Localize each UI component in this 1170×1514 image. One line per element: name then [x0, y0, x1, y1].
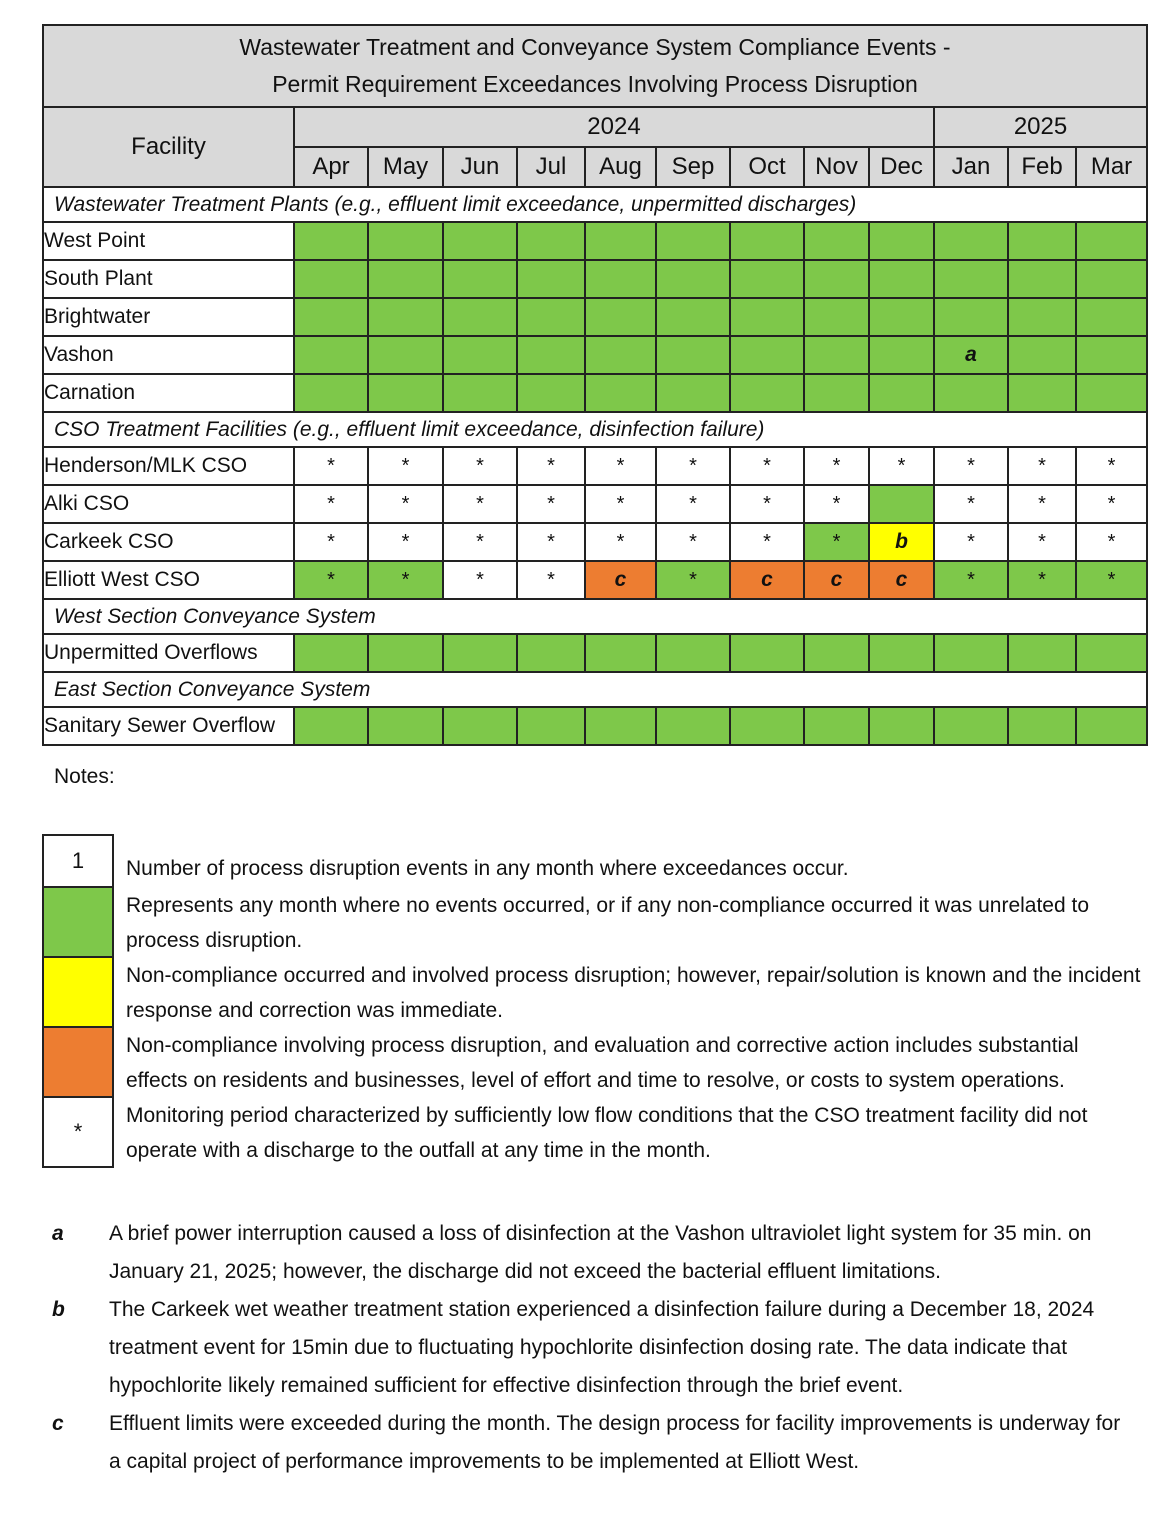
- status-cell: [443, 374, 517, 412]
- legend-text: Non-compliance occurred and involved process disruption; however, repair/solution is known and the incident response and correction was immediate.: [126, 964, 1141, 1022]
- status-cell: [1076, 222, 1147, 260]
- asterisk-marker: *: [689, 530, 697, 553]
- status-cell: [585, 222, 656, 260]
- status-cell: [1008, 374, 1076, 412]
- status-cell: [656, 447, 730, 485]
- status-cell: [934, 298, 1008, 336]
- status-cell: [294, 298, 368, 336]
- status-cell: [656, 298, 730, 336]
- status-cell: [934, 447, 1008, 485]
- legend-item: [42, 1028, 1142, 1098]
- footnote-key: c: [52, 1412, 64, 1435]
- status-cell: [368, 336, 443, 374]
- asterisk-marker: *: [1038, 530, 1046, 553]
- legend-item: [42, 958, 1142, 1028]
- footnote: [52, 1215, 1132, 1291]
- asterisk-marker: *: [763, 530, 771, 553]
- status-cell: [656, 336, 730, 374]
- section-label: East Section Conveyance System: [43, 672, 1147, 707]
- asterisk-marker: *: [327, 454, 335, 477]
- status-cell: [1008, 298, 1076, 336]
- asterisk-marker: *: [327, 492, 335, 515]
- status-cell: [869, 447, 934, 485]
- status-cell: [517, 298, 585, 336]
- status-cell: [869, 222, 934, 260]
- month-header-dec: Dec: [869, 147, 934, 187]
- asterisk-marker: *: [967, 568, 975, 591]
- section-label: West Section Conveyance System: [43, 599, 1147, 634]
- status-cell: [730, 523, 804, 561]
- asterisk-marker: *: [1107, 454, 1116, 477]
- facility-row: [43, 260, 1147, 298]
- status-cell: [1076, 447, 1147, 485]
- footnote-key: a: [52, 1222, 64, 1245]
- status-cell: [585, 485, 656, 523]
- status-cell: [443, 298, 517, 336]
- month-header-may: May: [368, 147, 443, 187]
- status-cell: [934, 707, 1008, 745]
- status-cell: [517, 260, 585, 298]
- status-cell: [517, 447, 585, 485]
- asterisk-marker: *: [967, 530, 975, 553]
- status-cell: [804, 374, 869, 412]
- status-cell: [1076, 561, 1147, 599]
- asterisk-marker: *: [763, 492, 771, 515]
- status-cell: [1076, 336, 1147, 374]
- status-cell: [294, 447, 368, 485]
- asterisk-marker: *: [689, 492, 697, 515]
- footnote-text: A brief power interruption caused a loss of disinfection at the Vashon ultraviolet light system for 35 min. on January 21, 2025; however, the discharge did not exceed the bacterial effluent limitations.: [109, 1222, 1092, 1283]
- asterisk-marker: *: [1038, 454, 1046, 477]
- status-cell: [517, 707, 585, 745]
- status-cell: [294, 260, 368, 298]
- status-cell: [517, 222, 585, 260]
- section-row: [43, 672, 1147, 707]
- status-cell: [1008, 485, 1076, 523]
- facility-header: Facility: [43, 107, 294, 187]
- asterisk-marker: *: [832, 530, 841, 553]
- table-title: [43, 25, 1147, 107]
- facility-row: [43, 523, 1147, 561]
- status-cell: [585, 707, 656, 745]
- status-cell: [368, 447, 443, 485]
- status-cell: [517, 561, 585, 599]
- facility-row: [43, 374, 1147, 412]
- status-cell: [934, 634, 1008, 672]
- asterisk-marker: *: [616, 454, 625, 477]
- status-cell: [934, 222, 1008, 260]
- footnote-text: The Carkeek wet weather treatment station experienced a disinfection failure during a December 18, 2024 treatment event for 15min due to fluctuating hypochlorite disinfection dosing rate. The data indicate that hypochlorite likely remained sufficient for effective disinfection through the brief event.: [109, 1298, 1095, 1397]
- month-header-sep: Sep: [656, 147, 730, 187]
- status-cell: [730, 222, 804, 260]
- legend-swatch: [42, 1096, 114, 1168]
- status-cell: [294, 707, 368, 745]
- legend-item: [42, 1098, 1142, 1168]
- footnote: [52, 1291, 1132, 1405]
- title-line-1: Wastewater Treatment and Conveyance System Compliance Events -: [239, 34, 951, 60]
- facility-name: West Point: [43, 222, 294, 260]
- status-cell: [869, 523, 934, 561]
- asterisk-marker: *: [476, 454, 484, 477]
- status-cell: [804, 561, 869, 599]
- asterisk-marker: *: [967, 492, 975, 515]
- asterisk-marker: *: [401, 568, 410, 591]
- month-header-aug: Aug: [585, 147, 656, 187]
- month-header-jun: Jun: [443, 147, 517, 187]
- legend-swatch: [42, 834, 114, 888]
- footnote-marker: c: [614, 568, 627, 591]
- status-cell: [656, 523, 730, 561]
- status-cell: [368, 298, 443, 336]
- status-cell: [656, 222, 730, 260]
- status-cell: [1076, 298, 1147, 336]
- footnote-marker: c: [895, 568, 908, 591]
- status-cell: [934, 336, 1008, 374]
- status-cell: [730, 374, 804, 412]
- status-cell: [869, 298, 934, 336]
- asterisk-marker: *: [1038, 492, 1046, 515]
- status-cell: [656, 260, 730, 298]
- status-cell: [804, 485, 869, 523]
- status-cell: [804, 336, 869, 374]
- asterisk-marker: *: [476, 530, 484, 553]
- table-body: [43, 187, 1147, 745]
- asterisk-marker: *: [967, 454, 975, 477]
- status-cell: [585, 374, 656, 412]
- status-cell: [869, 707, 934, 745]
- compliance-table: [42, 24, 1148, 746]
- asterisk-marker: *: [616, 530, 625, 553]
- status-cell: [443, 707, 517, 745]
- year-2025-header: 2025: [934, 107, 1147, 147]
- asterisk-marker: *: [616, 492, 625, 515]
- status-cell: [1076, 523, 1147, 561]
- footnote-text: Effluent limits were exceeded during the month. The design process for facility improvements is underway for a capital project of performance improvements to be implemented at Elliott West.: [109, 1412, 1121, 1473]
- status-cell: [517, 374, 585, 412]
- facility-name: South Plant: [43, 260, 294, 298]
- facility-name: Carkeek CSO: [43, 523, 294, 561]
- legend-swatch: [42, 956, 114, 1028]
- footnotes: [52, 1215, 1132, 1481]
- legend-text: Monitoring period characterized by sufficiently low flow conditions that the CSO treatment facility did not operate with a discharge to the outfall at any time in the month.: [126, 1104, 1088, 1162]
- month-header-apr: Apr: [294, 147, 368, 187]
- asterisk-marker: *: [547, 492, 555, 515]
- status-cell: [869, 336, 934, 374]
- status-cell: [934, 374, 1008, 412]
- status-cell: [517, 485, 585, 523]
- asterisk-marker: *: [327, 568, 335, 591]
- asterisk-marker: *: [401, 530, 410, 553]
- status-cell: [804, 222, 869, 260]
- status-cell: [585, 523, 656, 561]
- status-cell: [730, 298, 804, 336]
- status-cell: [1076, 634, 1147, 672]
- status-cell: [517, 634, 585, 672]
- asterisk-marker: *: [1107, 568, 1116, 591]
- legend-item: [42, 834, 1142, 888]
- asterisk-marker: *: [547, 530, 555, 553]
- status-cell: [585, 260, 656, 298]
- footnote-marker: c: [761, 568, 773, 591]
- facility-name: Brightwater: [43, 298, 294, 336]
- status-cell: [934, 485, 1008, 523]
- status-cell: [1008, 707, 1076, 745]
- asterisk-marker: *: [1107, 492, 1116, 515]
- status-cell: [443, 561, 517, 599]
- month-header-jan: Jan: [934, 147, 1008, 187]
- legend-text: Represents any month where no events occurred, or if any non-compliance occurred it was unrelated to process disruption.: [126, 894, 1090, 952]
- asterisk-marker: *: [763, 454, 771, 477]
- legend-item: [42, 888, 1142, 958]
- facility-row: [43, 336, 1147, 374]
- status-cell: [294, 561, 368, 599]
- asterisk-marker: *: [832, 454, 841, 477]
- status-cell: [804, 447, 869, 485]
- status-cell: [1008, 447, 1076, 485]
- status-cell: [1008, 260, 1076, 298]
- month-header-nov: Nov: [804, 147, 869, 187]
- facility-name: Carnation: [43, 374, 294, 412]
- status-cell: [368, 707, 443, 745]
- month-header-feb: Feb: [1008, 147, 1076, 187]
- status-cell: [294, 374, 368, 412]
- status-cell: [443, 260, 517, 298]
- month-header-oct: Oct: [730, 147, 804, 187]
- status-cell: [730, 336, 804, 374]
- notes-label: Notes:: [54, 765, 115, 788]
- facility-name: Vashon: [43, 336, 294, 374]
- status-cell: [368, 485, 443, 523]
- status-cell: [368, 260, 443, 298]
- year-2024-header: 2024: [294, 107, 934, 147]
- asterisk-marker: *: [1107, 530, 1116, 553]
- status-cell: [869, 485, 934, 523]
- asterisk-marker: *: [897, 454, 906, 477]
- status-cell: [294, 634, 368, 672]
- status-cell: [1008, 634, 1076, 672]
- section-row: [43, 187, 1147, 222]
- legend-symbol: *: [73, 1119, 83, 1144]
- status-cell: [869, 374, 934, 412]
- title-line-2: Permit Requirement Exceedances Involving Process Disruption: [272, 71, 918, 97]
- status-cell: [804, 707, 869, 745]
- legend-swatch: [42, 886, 114, 958]
- status-cell: [1076, 485, 1147, 523]
- facility-name: Alki CSO: [43, 485, 294, 523]
- month-header-jul: Jul: [517, 147, 585, 187]
- status-cell: [443, 523, 517, 561]
- status-cell: [585, 298, 656, 336]
- status-cell: [585, 447, 656, 485]
- status-cell: [804, 298, 869, 336]
- status-cell: [517, 336, 585, 374]
- status-cell: [730, 447, 804, 485]
- asterisk-marker: *: [327, 530, 335, 553]
- section-row: [43, 599, 1147, 634]
- footnote: [52, 1405, 1132, 1481]
- facility-row: [43, 447, 1147, 485]
- status-cell: [443, 222, 517, 260]
- status-cell: [730, 707, 804, 745]
- status-cell: [1076, 374, 1147, 412]
- status-cell: [1008, 561, 1076, 599]
- facility-row: [43, 561, 1147, 599]
- section-row: [43, 412, 1147, 447]
- status-cell: [517, 523, 585, 561]
- legend-symbol: 1: [71, 848, 85, 873]
- legend-swatch: [42, 1026, 114, 1098]
- facility-name: Henderson/MLK CSO: [43, 447, 294, 485]
- status-cell: [443, 336, 517, 374]
- legend: [42, 834, 1142, 1168]
- facility-name: Unpermitted Overflows: [43, 634, 294, 672]
- status-cell: [804, 260, 869, 298]
- asterisk-marker: *: [401, 492, 410, 515]
- status-cell: [443, 485, 517, 523]
- status-cell: [869, 561, 934, 599]
- status-cell: [294, 485, 368, 523]
- status-cell: [294, 336, 368, 374]
- footnote-marker: c: [830, 568, 843, 591]
- asterisk-marker: *: [832, 492, 841, 515]
- status-cell: [730, 561, 804, 599]
- status-cell: [368, 634, 443, 672]
- facility-row: [43, 222, 1147, 260]
- status-cell: [730, 485, 804, 523]
- facility-row: [43, 298, 1147, 336]
- status-cell: [1008, 222, 1076, 260]
- asterisk-marker: *: [476, 492, 484, 515]
- status-cell: [443, 447, 517, 485]
- asterisk-marker: *: [401, 454, 410, 477]
- legend-text: Number of process disruption events in any month where exceedances occur.: [126, 857, 849, 880]
- status-cell: [585, 561, 656, 599]
- status-cell: [804, 634, 869, 672]
- status-cell: [730, 634, 804, 672]
- asterisk-marker: *: [476, 568, 484, 591]
- footnote-key: b: [52, 1298, 65, 1321]
- status-cell: [804, 523, 869, 561]
- status-cell: [1008, 336, 1076, 374]
- status-cell: [368, 374, 443, 412]
- footnote-marker: a: [965, 343, 977, 366]
- section-label: Wastewater Treatment Plants (e.g., effluent limit exceedance, unpermitted discharges): [43, 187, 1147, 222]
- asterisk-marker: *: [547, 454, 555, 477]
- status-cell: [656, 707, 730, 745]
- status-cell: [934, 523, 1008, 561]
- section-label: CSO Treatment Facilities (e.g., effluent limit exceedance, disinfection failure): [43, 412, 1147, 447]
- status-cell: [934, 260, 1008, 298]
- status-cell: [294, 222, 368, 260]
- status-cell: [368, 561, 443, 599]
- status-cell: [1008, 523, 1076, 561]
- status-cell: [656, 561, 730, 599]
- status-cell: [585, 336, 656, 374]
- status-cell: [869, 260, 934, 298]
- status-cell: [934, 561, 1008, 599]
- asterisk-marker: *: [1038, 568, 1046, 591]
- status-cell: [869, 634, 934, 672]
- facility-name: Elliott West CSO: [43, 561, 294, 599]
- status-cell: [585, 634, 656, 672]
- asterisk-marker: *: [547, 568, 555, 591]
- facility-row: [43, 707, 1147, 745]
- status-cell: [730, 260, 804, 298]
- facility-row: [43, 634, 1147, 672]
- status-cell: [368, 523, 443, 561]
- month-header-mar: Mar: [1076, 147, 1147, 187]
- status-cell: [1076, 707, 1147, 745]
- facility-row: [43, 485, 1147, 523]
- status-cell: [1076, 260, 1147, 298]
- status-cell: [656, 374, 730, 412]
- status-cell: [443, 634, 517, 672]
- facility-name: Sanitary Sewer Overflow: [43, 707, 294, 745]
- asterisk-marker: *: [689, 568, 697, 591]
- footnote-marker: b: [895, 530, 908, 553]
- status-cell: [294, 523, 368, 561]
- status-cell: [656, 634, 730, 672]
- asterisk-marker: *: [689, 454, 697, 477]
- status-cell: [368, 222, 443, 260]
- legend-text: Non-compliance involving process disruption, and evaluation and corrective action includes substantial effects on residents and businesses, level of effort and time to resolve, or costs to system operations.: [126, 1034, 1079, 1092]
- status-cell: [656, 485, 730, 523]
